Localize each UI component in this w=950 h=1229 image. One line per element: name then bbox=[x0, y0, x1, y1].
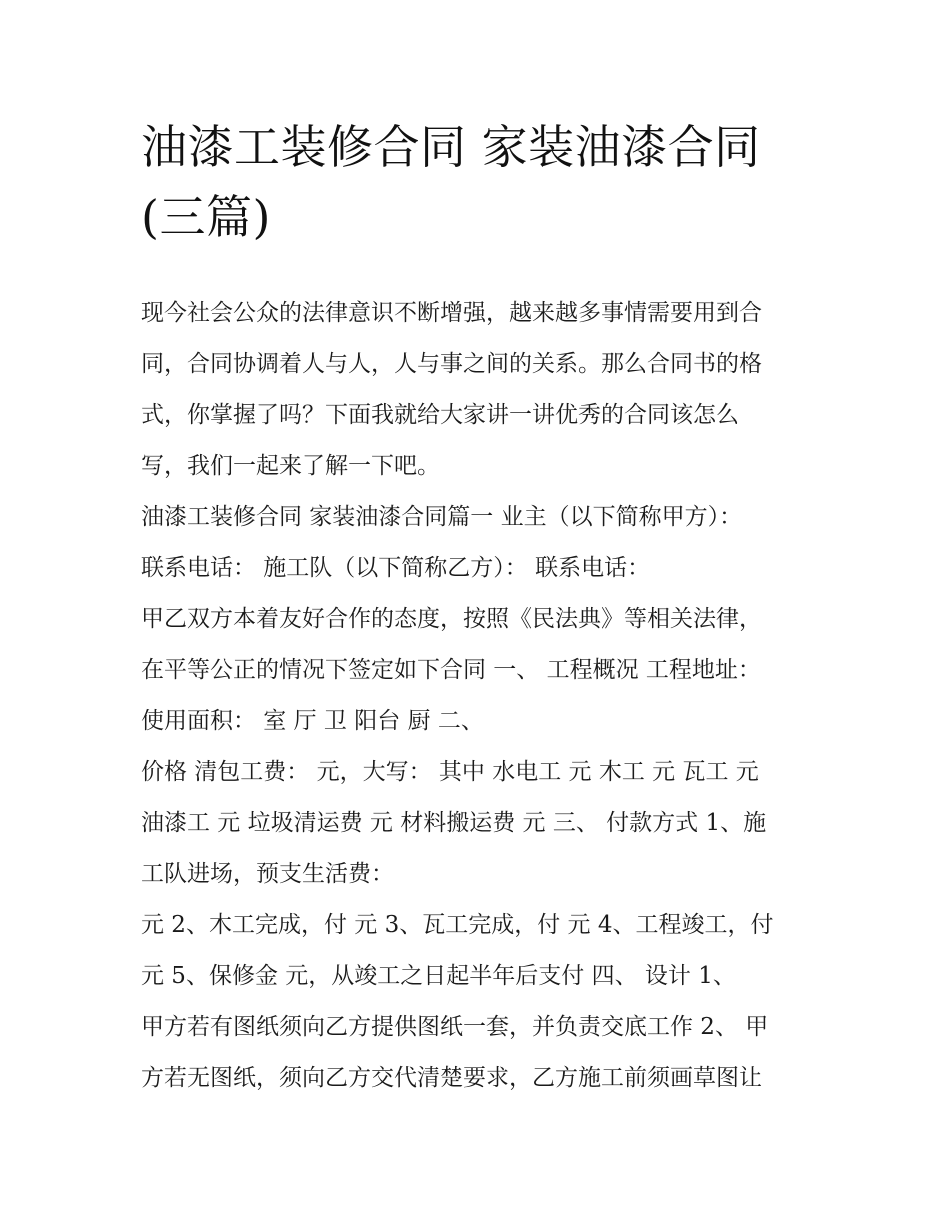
body-line: 甲方若有图纸须向乙方提供图纸一套，并负责交底工作 2、 甲 bbox=[141, 1014, 769, 1040]
body-line: 写，我们一起来了解一下吧。 bbox=[141, 453, 440, 479]
body-line: 价格 清包工费： 元，大写： 其中 水电工 元 木工 元 瓦工 元 bbox=[141, 759, 759, 785]
body-line: 方若无图纸，须向乙方交代清楚要求，乙方施工前须画草图让 bbox=[141, 1065, 762, 1091]
body-line: 工队进场，预支生活费： bbox=[141, 861, 394, 887]
body-line: 在平等公正的情况下签定如下合同 一、 工程概况 工程地址： bbox=[141, 657, 761, 683]
document-page bbox=[141, 112, 821, 1104]
body-line: 式，你掌握了吗？下面我就给大家讲一讲优秀的合同该怎么 bbox=[141, 402, 739, 428]
body-line: 油漆工装修合同 家装油漆合同篇一 业主（以下简称甲方）： bbox=[141, 504, 743, 530]
body-line: 油漆工 元 垃圾清运费 元 材料搬运费 元 三、 付款方式 1、施 bbox=[141, 810, 767, 836]
document-body bbox=[141, 288, 821, 1104]
body-line: 元 2、木工完成，付 元 3、瓦工完成，付 元 4、工程竣工，付 bbox=[141, 912, 774, 938]
title-line: 油漆工装修合同 家装油漆合同 bbox=[141, 120, 761, 174]
body-line: 联系电话： 施工队（以下简称乙方）： 联系电话： bbox=[141, 555, 651, 581]
title-line: (三篇) bbox=[141, 190, 271, 244]
body-line: 甲乙双方本着友好合作的态度，按照《民法典》等相关法律， bbox=[141, 606, 762, 632]
document-title bbox=[141, 112, 821, 252]
body-line: 现今社会公众的法律意识不断增强，越来越多事情需要用到合 bbox=[141, 300, 762, 326]
body-line: 同，合同协调着人与人，人与事之间的关系。那么合同书的格 bbox=[141, 351, 762, 377]
body-line: 使用面积： 室 厅 卫 阳台 厨 二、 bbox=[141, 708, 484, 734]
body-line: 元 5、保修金 元，从竣工之日起半年后支付 四、 设计 1、 bbox=[141, 963, 736, 989]
